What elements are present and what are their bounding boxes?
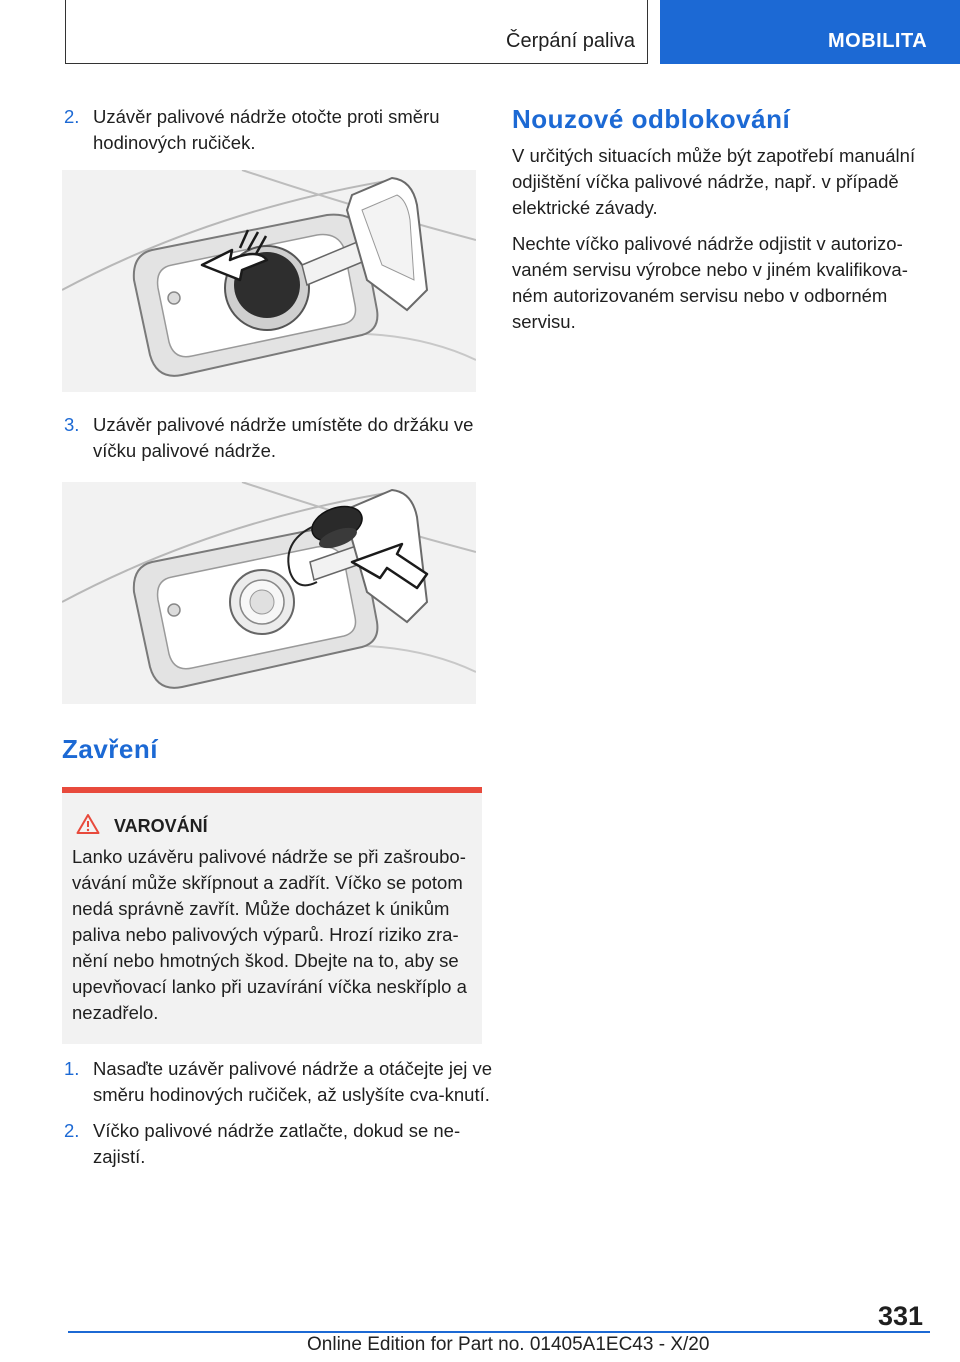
step-number: 1.	[64, 1058, 80, 1079]
step-item	[62, 1118, 503, 1170]
step-number: 2.	[64, 106, 80, 127]
step-item	[62, 1056, 511, 1108]
page-number: 331	[878, 1301, 924, 1331]
step-text: Uzávěr palivové nádrže otočte proti směru hodinových ručiček.	[93, 106, 440, 153]
header-chapter-tab: MOBILITA	[660, 0, 960, 64]
warning-box	[62, 787, 482, 1044]
step-number: 3.	[64, 414, 80, 435]
fuel-cap-holder-illustration	[62, 482, 476, 704]
paragraph: V určitých situacích může být zapotřebí manuální odjištění víčka palivové nádrže, např. v případě elektrické závady.	[512, 145, 916, 218]
fuel-cap-rotate-illustration	[62, 170, 476, 392]
warning-title: VAROVÁNÍ	[114, 816, 208, 836]
paragraph: Nechte víčko palivové nádrže odjistit v autorizo-vaném servisu výrobce nebo v jiném kvalifikova-ném autorizovaném servisu nebo v odborném servisu.	[512, 233, 908, 332]
step-text: Uzávěr palivové nádrže umístěte do držáku ve víčku palivové nádrže.	[93, 414, 474, 461]
step-item	[62, 412, 511, 464]
step-item	[62, 104, 505, 156]
step-text: Víčko palivové nádrže zatlačte, dokud se ne-zajistí.	[93, 1120, 461, 1167]
warning-header	[76, 813, 474, 840]
right-column	[512, 104, 930, 335]
footer-edition-text: Online Edition for Part no. 01405A1EC43 - X/20	[307, 1334, 710, 1355]
left-column	[62, 104, 493, 1170]
header-title-box	[65, 0, 648, 64]
section-heading-closing: Zavření	[62, 734, 158, 764]
warning-text: Lanko uzávěru palivové nádrže se při zašroubo-vávání může skřípnout a zadřít. Víčko se potom nedá správně zavřít. Může docházet k únikům paliva nebo palivových výparů. Hrozí riziko zra-nění nebo hmotných škod. Dbejte na to, aby se upevňovací lanko při uzavírání víčka neskříplo a nezadřelo.	[72, 846, 467, 1023]
step-text: Nasaďte uzávěr palivové nádrže a otáčejte jej ve směru hodinových ručiček, až uslyšíte cva-knutí.	[93, 1058, 493, 1105]
footer-divider	[68, 1331, 930, 1333]
warning-triangle-icon	[76, 813, 100, 840]
header-section-title: Čerpání paliva	[506, 30, 635, 52]
step-number: 2.	[64, 1120, 80, 1141]
section-heading-emergency-unlock: Nouzové odblokování	[512, 104, 791, 134]
